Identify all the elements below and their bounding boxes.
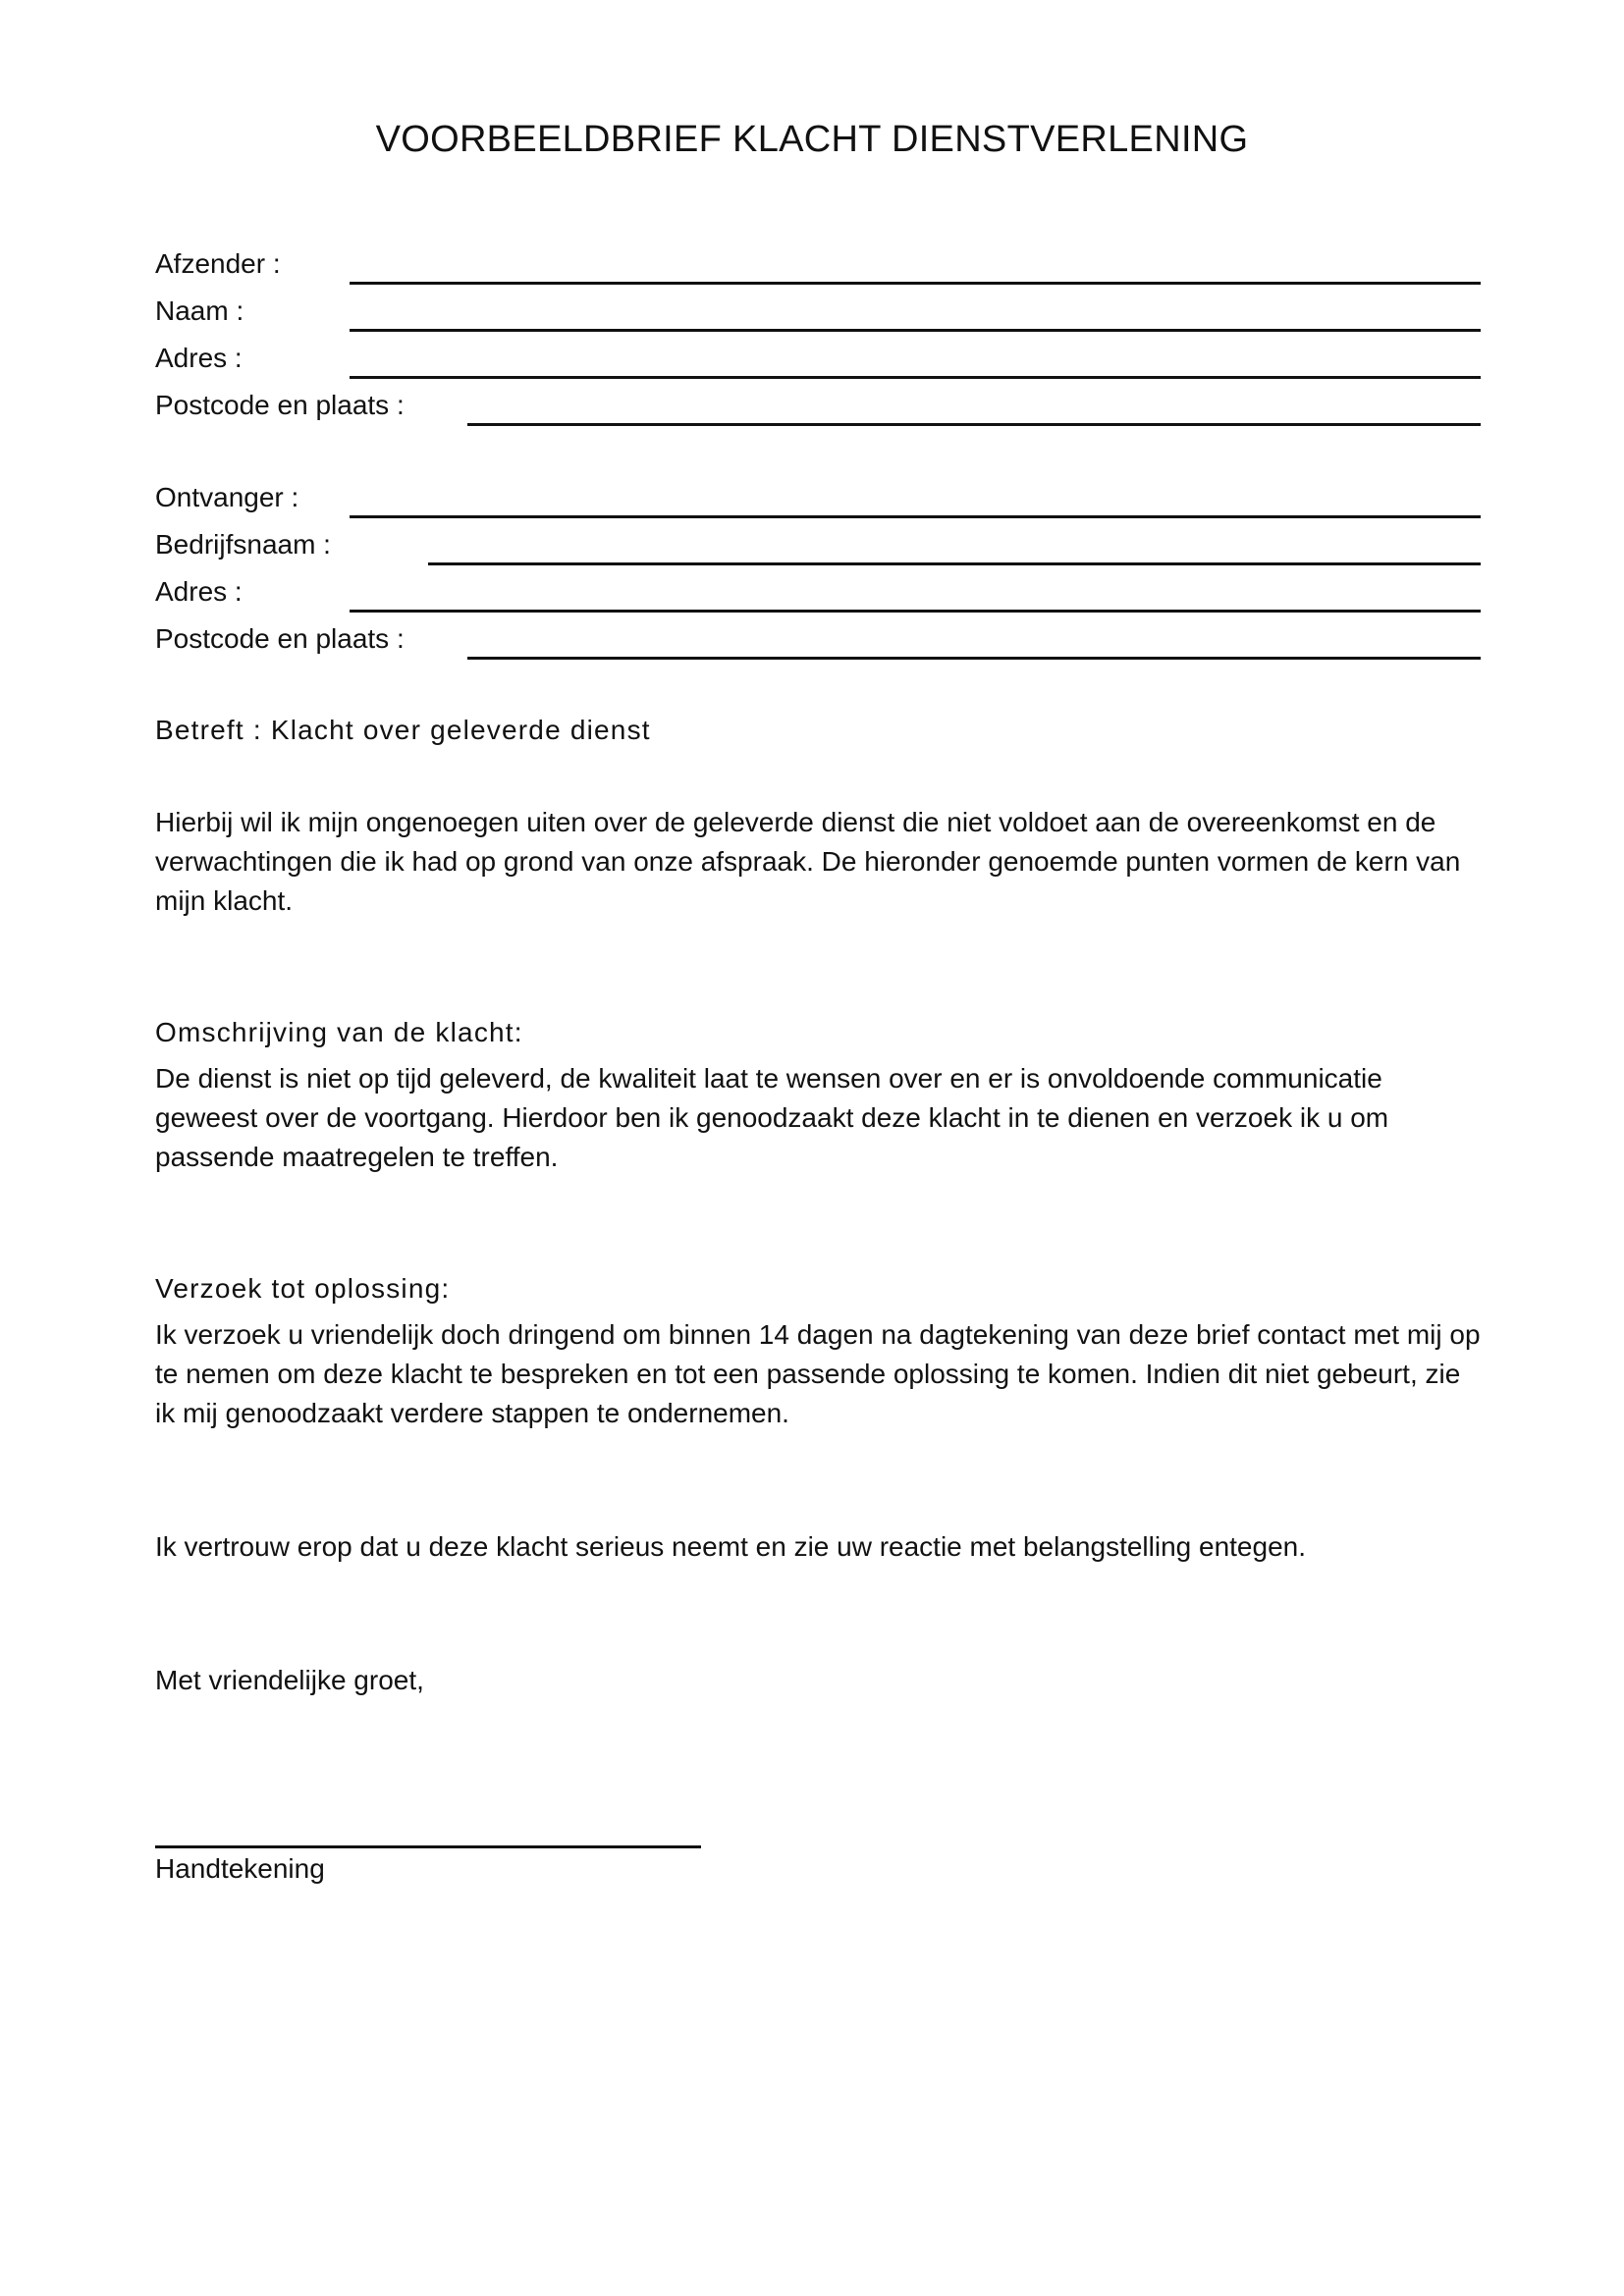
bedrijfsnaam-field <box>155 526 1481 565</box>
sender-postcode-input-line[interactable] <box>467 423 1481 426</box>
signature-line[interactable] <box>155 1845 701 1848</box>
sender-adres-label: Adres : <box>155 343 243 373</box>
recipient-adres-label: Adres : <box>155 576 243 607</box>
bedrijfsnaam-input-line[interactable] <box>428 562 1481 565</box>
request-paragraph: Ik verzoek u vriendelijk doch dringend om binnen 14 dagen na dagtekening van deze brief contact met mij op te nemen om deze klacht te bespreken en tot een passende oplossing te komen. Indien dit niet gebeurt, zie ik mij genoodzaakt verdere stappen te ondernemen. <box>155 1319 1481 1428</box>
intro-paragraph: Hierbij wil ik mijn ongenoegen uiten over de geleverde dienst die niet voldoet aan de overeenkomst en de verwachtingen die ik had op grond van onze afspraak. De hieronder genoemde punten vormen de kern van mijn klacht. <box>155 807 1461 916</box>
naam-input-line[interactable] <box>350 329 1481 332</box>
recipient-adres-field <box>155 573 1481 613</box>
sender-postcode-label: Postcode en plaats : <box>155 390 405 420</box>
sender-postcode-field <box>155 387 1481 426</box>
ontvanger-label: Ontvanger : <box>155 482 299 512</box>
complaint-heading: Omschrijving van de klacht: <box>155 1017 523 1047</box>
request-heading: Verzoek tot oplossing: <box>155 1273 451 1304</box>
naam-field <box>155 293 1481 332</box>
greeting: Met vriendelijke groet, <box>155 1665 424 1695</box>
sender-adres-field <box>155 340 1481 379</box>
signature-label: Handtekening <box>155 1853 325 1884</box>
document-title: VOORBEELDBRIEF KLACHT DIENSTVERLENING <box>375 119 1249 160</box>
complaint-paragraph: De dienst is niet op tijd geleverd, de kwaliteit laat te wensen over en er is onvoldoende communicatie geweest over de voortgang. Hierdoor ben ik genoodzaakt deze klacht in te dienen en verzoek ik u om passende maatregelen te treffen. <box>155 1063 1389 1172</box>
closing-paragraph: Ik vertrouw erop dat u deze klacht serieus neemt en zie uw reactie met belangstelling entegen. <box>155 1531 1306 1562</box>
bedrijfsnaam-label: Bedrijfsnaam : <box>155 529 331 560</box>
naam-label: Naam : <box>155 295 244 326</box>
sender-adres-input-line[interactable] <box>350 376 1481 379</box>
subject-line: Betreft : Klacht over geleverde dienst <box>155 715 651 745</box>
afzender-label: Afzender : <box>155 248 281 279</box>
recipient-adres-input-line[interactable] <box>350 610 1481 613</box>
afzender-input-line[interactable] <box>350 282 1481 285</box>
recipient-postcode-label: Postcode en plaats : <box>155 623 405 654</box>
ontvanger-input-line[interactable] <box>350 515 1481 518</box>
afzender-field <box>155 245 1481 285</box>
ontvanger-field <box>155 479 1481 518</box>
recipient-postcode-field <box>155 620 1481 660</box>
recipient-postcode-input-line[interactable] <box>467 657 1481 660</box>
